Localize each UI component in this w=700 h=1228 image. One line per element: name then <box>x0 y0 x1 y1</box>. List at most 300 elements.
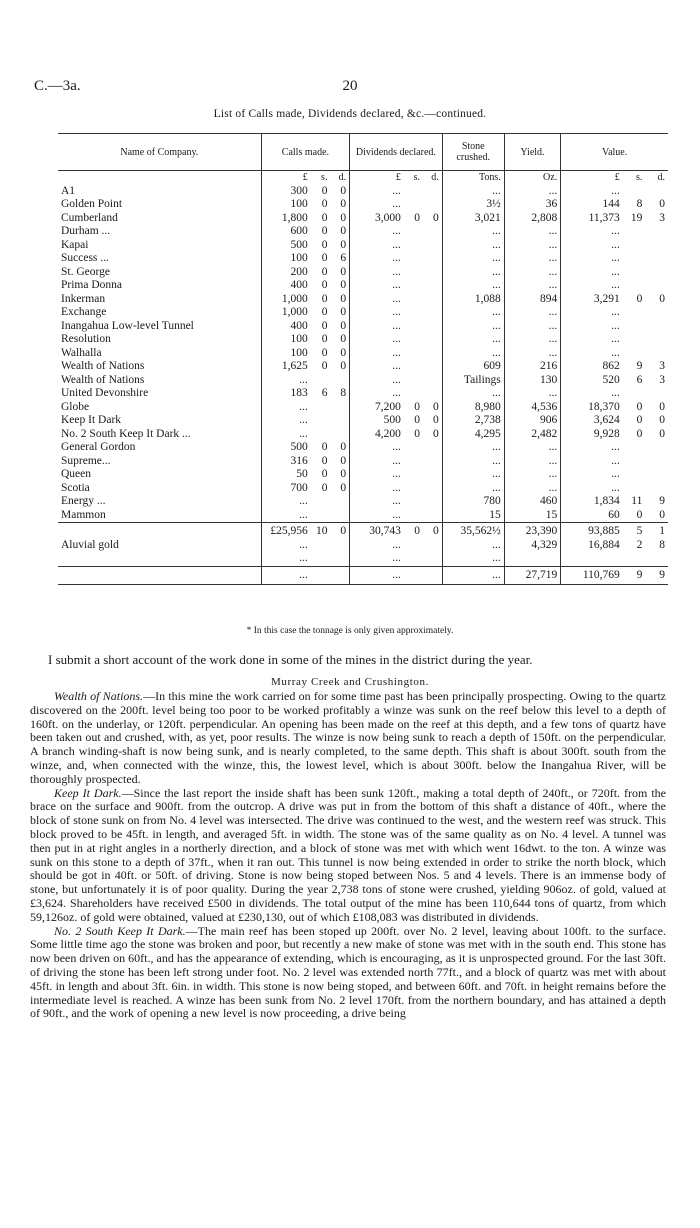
cell-calls-shillings: 6 <box>321 387 328 399</box>
cell-calls-shillings: 0 <box>321 346 328 359</box>
cell-name: Kapai <box>61 238 89 251</box>
cell-calls-pence: 0 <box>340 360 347 372</box>
cell-value-pounds: ... <box>561 482 623 496</box>
cell-calls-pounds: 300 <box>261 185 311 199</box>
cell-calls-pounds: 100 <box>261 333 311 347</box>
grand-total-row <box>58 566 668 585</box>
cell-dividend-pounds: ... <box>350 387 404 401</box>
cell-calls-shillings <box>311 552 331 566</box>
table-row <box>58 347 668 361</box>
cell-calls-pounds: 316 <box>261 455 311 469</box>
cell-calls-pounds: 1,000 <box>261 306 311 320</box>
cell-dividend-shillings <box>404 293 423 307</box>
cell-dividend-pence <box>423 252 442 266</box>
cell-stone-tons: 2,738 <box>442 414 504 428</box>
cell-dividend-shillings <box>404 320 423 334</box>
cell-value-pence <box>645 552 668 566</box>
cell-calls-pence: 0 <box>340 306 347 318</box>
cell-calls-shillings: 0 <box>321 198 328 210</box>
table-row <box>58 482 668 496</box>
cell-dividend-pence: 0 <box>432 414 439 426</box>
cell-dividend-pence <box>423 482 442 496</box>
cell-name: General Gordon <box>61 441 136 453</box>
cell-stone-tons: ... <box>442 185 504 199</box>
cell-dividend-pounds: 4,200 <box>350 428 404 442</box>
cell-value-pounds: ... <box>561 387 623 401</box>
cell-value-pounds: 862 <box>561 360 623 374</box>
cell-calls-shillings: 0 <box>321 225 328 237</box>
cell-calls-pounds: ... <box>261 414 311 428</box>
paragraph-lead: Keep It Dark. <box>54 785 122 800</box>
cell-stone-tons: 4,295 <box>442 428 504 442</box>
cell-name: Globe <box>61 400 90 413</box>
cell-dividend-pence: 0 <box>432 400 439 413</box>
cell-name: Energy ... <box>61 495 106 507</box>
table-row <box>58 374 668 388</box>
cell-dividend-pounds: ... <box>350 252 404 266</box>
cell-dividend-shillings <box>404 387 423 401</box>
cell-dividend-pence <box>423 374 442 388</box>
cell-yield-oz: ... <box>504 306 560 320</box>
totals-row <box>58 523 668 539</box>
cell-dividend-pence <box>423 306 442 320</box>
cell-stone-tons: ... <box>442 539 504 553</box>
cell-dividend-shillings <box>404 306 423 320</box>
table-row <box>58 198 668 212</box>
cell-dividend-pence: 0 <box>432 427 439 440</box>
cell-calls-shillings: 0 <box>321 211 328 224</box>
cell-value-shillings: 0 <box>636 427 643 440</box>
cell-calls-shillings <box>311 414 331 428</box>
unit-pounds: £ <box>561 171 623 185</box>
cell-dividend-pence <box>423 225 442 239</box>
cell-value-shillings <box>623 266 646 280</box>
col-header-calls: Calls made. <box>261 134 349 171</box>
table-row <box>58 401 668 415</box>
cell-dividend-pence: 0 <box>423 523 442 539</box>
cell-calls-pence <box>330 374 349 388</box>
cell-yield-oz: ... <box>504 468 560 482</box>
cell-value-pence <box>645 252 668 266</box>
cell-yield-oz: ... <box>504 185 560 199</box>
cell-value-pence: 0 <box>659 400 665 413</box>
cell-calls-shillings <box>311 539 331 553</box>
cell-stone-tons: ... <box>442 320 504 334</box>
cell-calls-shillings: 0 <box>321 468 328 480</box>
cell-calls-pounds: 200 <box>261 266 311 280</box>
cell-value-pence <box>645 387 668 401</box>
cell-dividend-pounds: ... <box>350 566 404 585</box>
cell-dividend-pence <box>423 387 442 401</box>
cell-dividend-pence <box>423 198 442 212</box>
cell-value-pounds: ... <box>561 252 623 266</box>
cell-stone-tons: 609 <box>442 360 504 374</box>
cell-value-pence: 8 <box>659 538 665 551</box>
cell-name <box>58 552 261 566</box>
cell-dividend-pence <box>423 320 442 334</box>
cell-value-shillings: 0 <box>636 414 643 426</box>
cell-value-pounds: ... <box>561 225 623 239</box>
cell-yield-oz: 216 <box>504 360 560 374</box>
cell-dividend-pounds: ... <box>350 320 404 334</box>
cell-calls-shillings: 0 <box>321 454 328 467</box>
cell-dividend-shillings: 0 <box>414 400 420 413</box>
cell-calls-shillings: 0 <box>321 265 328 278</box>
cell-value-pence <box>645 347 668 361</box>
table-row <box>58 293 668 307</box>
cell-value-pence <box>645 455 668 469</box>
unit-shillings: s. <box>635 172 643 183</box>
cell-calls-pence: 0 <box>340 225 347 237</box>
cell-dividend-shillings <box>404 360 423 374</box>
cell-calls-shillings: 0 <box>321 319 328 332</box>
table-row <box>58 414 668 428</box>
cell-dividend-pence <box>423 360 442 374</box>
cell-calls-pounds: 100 <box>261 252 311 266</box>
cell-value-pounds: ... <box>561 455 623 469</box>
cell-value-pence: 0 <box>659 427 665 440</box>
col-header-stone: Stone crushed. <box>442 134 504 171</box>
cell-dividend-pence <box>423 539 442 553</box>
cell-value-shillings <box>623 306 646 320</box>
cell-stone-tons: ... <box>442 266 504 280</box>
cell-calls-pence <box>330 552 349 566</box>
cell-value-shillings: 5 <box>623 523 646 539</box>
cell-value-shillings: 11 <box>631 495 643 507</box>
cell-dividend-pounds: 7,200 <box>350 401 404 415</box>
cell-value-pence: 9 <box>645 566 668 585</box>
cell-calls-pence <box>330 401 349 415</box>
cell-name <box>58 566 261 585</box>
cell-calls-shillings: 0 <box>321 184 328 197</box>
col-header-dividends: Dividends declared. <box>350 134 443 171</box>
col-header-yield: Yield. <box>504 134 560 171</box>
blank-row <box>58 552 668 566</box>
unit-shillings: s. <box>321 172 328 183</box>
cell-calls-pence: 0 <box>340 333 347 345</box>
cell-yield-oz: ... <box>504 320 560 334</box>
cell-yield-oz: ... <box>504 347 560 361</box>
intro-text: I submit a short account of the work done in some of the mines in the district during the year. <box>48 652 533 667</box>
cell-calls-pence: 0 <box>340 319 347 332</box>
cell-yield-oz: 460 <box>504 495 560 509</box>
cell-dividend-pence <box>423 495 442 509</box>
table-row <box>58 428 668 442</box>
cell-calls-pence <box>330 539 349 553</box>
table-row <box>58 387 668 401</box>
cell-yield-oz: ... <box>504 333 560 347</box>
cell-calls-shillings: 10 <box>311 523 331 539</box>
cell-yield-oz: 27,719 <box>504 566 560 585</box>
cell-calls-pence: 0 <box>340 292 347 305</box>
unit-shillings: s. <box>413 172 420 183</box>
cell-yield-oz: ... <box>504 225 560 239</box>
cell-dividend-shillings <box>404 566 423 585</box>
paragraph-lead: Wealth of Nations. <box>54 689 144 703</box>
cell-dividend-pounds: 3,000 <box>350 212 404 226</box>
cell-dividend-pounds: ... <box>350 495 404 509</box>
cell-yield-oz <box>504 552 560 566</box>
cell-value-shillings: 19 <box>630 211 643 224</box>
cell-value-pounds <box>561 552 623 566</box>
cell-value-pounds: 144 <box>561 198 623 212</box>
paragraph <box>30 690 666 787</box>
cell-value-pence <box>645 333 668 347</box>
cell-value-pence: 3 <box>659 211 665 224</box>
cell-value-pounds: ... <box>561 333 623 347</box>
cell-dividend-pence <box>423 552 442 566</box>
paragraph <box>30 925 666 1022</box>
cell-stone-tons: ... <box>442 225 504 239</box>
cell-value-shillings <box>623 225 646 239</box>
cell-value-shillings <box>623 333 646 347</box>
table-row <box>58 279 668 293</box>
cell-dividend-shillings <box>404 495 423 509</box>
cell-calls-pounds: ... <box>261 509 311 523</box>
cell-value-shillings <box>623 279 646 293</box>
cell-stone-tons: ... <box>442 239 504 253</box>
cell-dividend-shillings <box>404 468 423 482</box>
cell-value-shillings <box>623 482 646 496</box>
cell-dividend-shillings <box>404 239 423 253</box>
cell-calls-shillings: 0 <box>321 333 328 345</box>
cell-value-shillings: 9 <box>623 566 646 585</box>
cell-dividend-shillings: 0 <box>414 414 420 426</box>
cell-value-pence: 3 <box>659 360 665 372</box>
cell-calls-pounds: 500 <box>261 441 311 455</box>
cell-name: United Devonshire <box>61 387 149 399</box>
cell-stone-tons: 780 <box>442 495 504 509</box>
paragraph-text: —In this mine the work carried on for some time past has been principally prospecting. Owing to the quartz discovered on the 200ft. level being too poor to be worked profitably a winze was sunk on the reef below this level to a depth of 160ft. on the underlay, or 120ft. perpendicular. An opening has been made on the reef at this depth, and a few tons of quartz have been taken out and crushed, with, as yet, poor results. The winze is now being sunk to reach a depth of 150ft. on the perpendicular. A branch winding-shaft is now being sunk, and is nearly completed, to the same depth. This shaft is about 300ft. south from the winze, and, when connected with the winze, this, the lowest level, which is about 300ft. below the Inangahua River, will be thoroughly prospected. <box>30 689 666 786</box>
cell-name: Prima Donna <box>61 279 123 291</box>
cell-dividend-pounds: ... <box>350 347 404 361</box>
cell-yield-oz: 2,808 <box>504 212 560 226</box>
cell-calls-shillings: 0 <box>321 279 328 291</box>
cell-calls-pence <box>330 566 349 585</box>
table-row <box>58 225 668 239</box>
cell-value-shillings: 0 <box>636 292 643 305</box>
cell-calls-shillings <box>311 495 331 509</box>
cell-calls-pence <box>330 428 349 442</box>
cell-value-pounds: 18,370 <box>561 401 623 415</box>
cell-dividend-pounds: 500 <box>350 414 404 428</box>
cell-calls-pence: 0 <box>340 198 347 210</box>
cell-yield-oz: ... <box>504 387 560 401</box>
cell-dividend-shillings <box>404 198 423 212</box>
cell-dividend-shillings <box>404 539 423 553</box>
table-row <box>58 212 668 226</box>
cell-name: St. George <box>61 265 110 278</box>
unit-ounces: Oz. <box>504 171 560 185</box>
paragraph-text: —Since the last report the inside shaft has been sunk 120ft., making a total depth of 240ft., or 720ft. from the brace on the surface and 900ft. from the outcrop. A drive was put in from the bottom of this shaft a distance of 40ft., where the block of stone sunk on from No. 4 level was intersected. The drive was continued to the west, and the western reef was struck. This block proved to be 45ft. in length, and averaged 5ft. in width. The stone was of the same quality as on No. 4 level. A tunnel was then put in at right angles in a northerly direction, and a block of stone was met with which went 16dwt. to the ton. A winze was sunk on this stone to a depth of 37ft., when it ran out. This tunnel is now being extended in order to strike the north block, which should be got in 40ft. or 50ft. of driving. Stone is now being stoped between Nos. 5 and 4 levels. There is an immense body of stone, but unfortunately it is of poor quality. During the year 2,738 tons of stone were crushed, yielding 906oz. of gold, valued at £3,624. Shareholders have received £500 in dividends. The total output of the mine has been 110,644 tons of quartz, from which 59,126oz. of gold were obtained, valued at £230,130, out of which £108,083 was distributed in dividends. <box>30 785 666 924</box>
cell-dividend-pounds: ... <box>350 239 404 253</box>
cell-value-pence: 0 <box>659 414 665 426</box>
cell-value-pounds: ... <box>561 266 623 280</box>
cell-dividend-pounds: ... <box>350 225 404 239</box>
cell-dividend-pounds: ... <box>350 293 404 307</box>
cell-calls-pence: 0 <box>340 454 347 467</box>
cell-yield-oz: 23,390 <box>504 523 560 539</box>
cell-calls-pence: 0 <box>340 279 347 291</box>
cell-calls-pounds: 1,625 <box>261 360 311 374</box>
cell-dividend-shillings <box>404 374 423 388</box>
cell-calls-pounds: 183 <box>261 387 311 401</box>
cell-value-pounds: 11,373 <box>561 212 623 226</box>
cell-value-shillings: 9 <box>636 360 643 372</box>
cell-yield-oz: 130 <box>504 374 560 388</box>
cell-dividend-pence <box>423 468 442 482</box>
cell-dividend-shillings <box>404 266 423 280</box>
cell-value-shillings <box>623 185 646 199</box>
cell-yield-oz: ... <box>504 279 560 293</box>
cell-dividend-pounds: 30,743 <box>350 523 404 539</box>
cell-name: Keep It Dark <box>61 414 122 426</box>
cell-name: Scotia <box>61 481 90 494</box>
cell-value-shillings <box>623 252 646 266</box>
cell-value-shillings: 2 <box>636 538 643 551</box>
cell-dividend-pence <box>423 441 442 455</box>
table-row <box>58 320 668 334</box>
cell-calls-shillings <box>311 566 331 585</box>
cell-value-shillings <box>623 455 646 469</box>
cell-value-shillings <box>623 468 646 482</box>
cell-value-pounds: ... <box>561 347 623 361</box>
cell-value-pounds: 9,928 <box>561 428 623 442</box>
table-row <box>58 185 668 199</box>
cell-calls-pence: 0 <box>340 265 347 278</box>
cell-dividend-shillings <box>404 347 423 361</box>
units-row <box>58 171 668 185</box>
cell-calls-pounds: 1,000 <box>261 293 311 307</box>
cell-calls-pence: 0 <box>340 346 347 359</box>
cell-dividend-shillings: 0 <box>414 427 420 440</box>
section-heading: Murray Creek and Crushington. <box>271 676 429 688</box>
table-row <box>58 441 668 455</box>
cell-value-pounds: 520 <box>561 374 623 388</box>
cell-dividend-pence: 0 <box>432 211 439 224</box>
cell-stone-tons: ... <box>442 566 504 585</box>
cell-value-pence <box>645 441 668 455</box>
cell-name: Wealth of Nations <box>61 373 145 386</box>
unit-pence: d. <box>657 172 665 183</box>
document-reference: C.—3a. <box>34 78 81 94</box>
cell-value-pence <box>645 279 668 293</box>
alluvial-row <box>58 539 668 553</box>
unit-pounds: £ <box>261 171 311 185</box>
cell-value-shillings <box>623 239 646 253</box>
cell-calls-pounds: 100 <box>261 347 311 361</box>
cell-calls-shillings: 0 <box>321 360 328 372</box>
cell-value-shillings <box>623 552 646 566</box>
cell-calls-pounds: ... <box>261 539 311 553</box>
table-row <box>58 266 668 280</box>
cell-value-pence: 9 <box>659 495 665 507</box>
col-header-value: Value. <box>561 134 668 171</box>
cell-calls-pence <box>330 509 349 523</box>
cell-name: Mammon <box>61 508 106 521</box>
cell-calls-pence: 0 <box>340 441 347 453</box>
cell-dividend-pence <box>423 185 442 199</box>
cell-dividend-pounds: ... <box>350 482 404 496</box>
cell-value-pence: 0 <box>659 292 665 305</box>
cell-yield-oz: ... <box>504 252 560 266</box>
table-title: List of Calls made, Dividends declared, &c.—continued. <box>213 108 487 120</box>
cell-stone-tons: 1,088 <box>442 293 504 307</box>
cell-stone-tons: 3½ <box>442 198 504 212</box>
cell-dividend-pounds: ... <box>350 279 404 293</box>
cell-calls-pounds: 600 <box>261 225 311 239</box>
cell-name: Success ... <box>61 252 109 264</box>
cell-value-pence: 0 <box>659 508 665 521</box>
cell-value-pounds: 3,291 <box>561 293 623 307</box>
cell-calls-pence: 0 <box>340 238 347 251</box>
cell-calls-shillings: 0 <box>321 238 328 251</box>
cell-yield-oz: 894 <box>504 293 560 307</box>
table-row <box>58 306 668 320</box>
cell-calls-pence <box>330 495 349 509</box>
cell-name: Inangahua Low-level Tunnel <box>61 319 194 332</box>
cell-stone-tons: ... <box>442 347 504 361</box>
cell-calls-pounds: 500 <box>261 239 311 253</box>
cell-calls-shillings: 0 <box>321 306 328 318</box>
cell-stone-tons: ... <box>442 306 504 320</box>
cell-dividend-pence <box>423 455 442 469</box>
cell-stone-tons: 3,021 <box>442 212 504 226</box>
cell-calls-shillings: 0 <box>321 481 328 494</box>
cell-value-shillings: 6 <box>636 373 643 386</box>
cell-calls-pounds: 1,800 <box>261 212 311 226</box>
cell-dividend-pounds: ... <box>350 185 404 199</box>
cell-dividend-pence <box>423 566 442 585</box>
cell-yield-oz: 906 <box>504 414 560 428</box>
cell-value-shillings: 8 <box>636 198 643 210</box>
cell-stone-tons: ... <box>442 482 504 496</box>
cell-stone-tons: ... <box>442 279 504 293</box>
cell-name: Resolution <box>61 333 111 345</box>
cell-calls-pence: 0 <box>340 481 347 494</box>
cell-value-shillings <box>623 320 646 334</box>
cell-dividend-pounds: ... <box>350 306 404 320</box>
table-footnote: * In this case the tonnage is only given approximately. <box>246 626 454 636</box>
cell-dividend-pounds: ... <box>350 539 404 553</box>
report-body <box>30 690 666 1021</box>
col-header-company: Name of Company. <box>58 134 261 171</box>
paragraph-text: —The main reef has been stoped up 200ft. over No. 2 level, leaving about 100ft. to the surface. Some little time ago the stone was broken and poor, but recently a new make of stone was met with in the south end. This stone has now been driven on 60ft., and has the appearance of extending, which is encouraging, as it is unprospected ground. For the last 30ft. of driving the stone has been left strong under foot. No. 2 level was extended north 77ft., and a block of quartz was met with about 45ft. in length and about 3ft. 6in. in width. This stone is now being stoped, and between 60ft. and 70ft. in height remains before the intermediate level is reached. A winze has been sunk from No. 2 level 170ft. from the northern boundary, and has attained a depth of 90ft., and the work of opening a new level is now proceeding, a drive being <box>30 923 666 1021</box>
cell-yield-oz: ... <box>504 441 560 455</box>
cell-dividend-pounds: ... <box>350 552 404 566</box>
cell-dividend-shillings <box>404 482 423 496</box>
cell-value-shillings <box>623 347 646 361</box>
cell-value-pounds: ... <box>561 306 623 320</box>
cell-value-shillings: 0 <box>636 508 643 521</box>
cell-value-pounds: ... <box>561 441 623 455</box>
unit-pence: d. <box>338 172 347 183</box>
cell-dividend-pence <box>423 293 442 307</box>
cell-dividend-pounds: ... <box>350 266 404 280</box>
cell-name <box>58 523 261 539</box>
cell-yield-oz: 4,536 <box>504 401 560 415</box>
cell-value-pence: 0 <box>659 198 665 210</box>
cell-stone-tons: 15 <box>442 509 504 523</box>
cell-value-pence <box>645 266 668 280</box>
cell-dividend-shillings: 0 <box>414 211 420 224</box>
cell-stone-tons: ... <box>442 552 504 566</box>
cell-stone-tons: 8,980 <box>442 401 504 415</box>
cell-dividend-pounds: ... <box>350 374 404 388</box>
cell-calls-pence: 0 <box>330 523 349 539</box>
cell-value-pence <box>645 482 668 496</box>
cell-dividend-shillings <box>404 225 423 239</box>
